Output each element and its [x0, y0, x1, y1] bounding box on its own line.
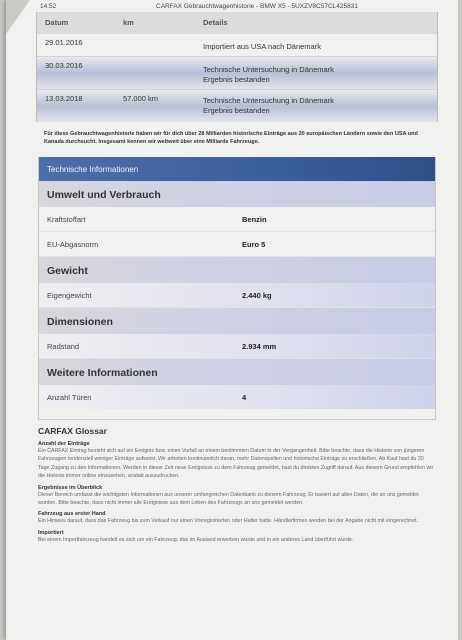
info-value: 2.440 kg: [242, 291, 272, 300]
glossary-text: Dieser Bereich umfasst die wichtigsten Informationen aus unserer umfangreichen Datenbank zu diesem Fahrzeug. Er basiert auf allen Daten, die an uns gemeldet wurden. Bitte beachte, dass nicht immer alle Ereignisse aus dem Leben des Fahrzeugs an uns gemeldet werden.: [38, 491, 419, 507]
history-date: 13.03.2018: [45, 94, 83, 103]
history-row: [37, 57, 437, 90]
glossary-text: Ein Hinweis darauf, dass das Fahrzeug bis zum Verkauf nur einen Vorregistrierten oder Halter hatte. Händlerfirmen werden bei der Angabe nicht mit eingerechnet.: [38, 518, 419, 525]
technical-info-title: Technische Informationen: [47, 165, 139, 174]
column-header-details: Details: [203, 18, 228, 27]
info-row: [39, 207, 435, 232]
page-fold-corner: [6, 0, 30, 34]
section-title: Umwelt und Verbrauch: [47, 189, 161, 201]
info-value: 4: [242, 393, 247, 402]
glossary-text: Ein CARFAX Eintrag bezieht sich auf ein Ereignis bzw. einen Vorfall an einem bestimmten Datum in der Vergangenheit. Bitte beachte, dass die Historie von jüngeren Fahrzeugen tendenziell weniger Einträge aufweist. Wir arbeiten kontinuierlich daran, mehr Datenquellen und historische Einträge zu erschließen. Ab Kauf hast du 20 Tage Zugang zu den Informationen. Werden in dieser Zeit neue Ereignisse zu dem Fahrzeug gemeldet, hast du direkten Zugriff darauf. Aus diesem Grund empfehlen wir die Historie immer online einzusehen, anstatt auszudrucken.: [38, 448, 434, 480]
info-label: Radstand: [47, 342, 80, 351]
info-label: Anzahl Türen: [47, 393, 92, 402]
info-value: Euro 5: [242, 240, 266, 249]
glossary-heading: Anzahl der Einträge: [38, 441, 90, 447]
history-row: [37, 34, 437, 57]
technical-info-bar: [39, 157, 435, 181]
glossary-heading: Ergebnisse im Überblick: [38, 484, 103, 491]
section-title: Gewicht: [47, 265, 88, 277]
info-row: [39, 334, 435, 359]
info-row: [39, 283, 435, 308]
section-heading: [39, 257, 435, 283]
history-table: [36, 12, 438, 122]
history-note: Für diese Gebrauchtwagenhistorie haben wir für dich über 28 Milliarden historische Einträge aus 20 europäischen Ländern sowie den USA und Kanada durchsucht. Insgesamt kennen wir weltweit über eine Milliarde Fahrzeuge.: [44, 131, 418, 145]
info-label: EU-Abgasnorm: [47, 240, 99, 249]
column-header-km: km: [123, 18, 134, 27]
history-header-row: [37, 12, 437, 34]
glossary: [38, 426, 434, 544]
info-row: [39, 385, 435, 409]
history-km: 57.000 km: [123, 94, 159, 103]
glossary-heading: Fahrzeug aus erster Hand: [38, 511, 106, 518]
info-label: Eigengewicht: [47, 291, 92, 300]
document-page: [6, 0, 458, 640]
history-detail: Technische Untersuchung in Dänemark: [203, 65, 334, 74]
info-row: [39, 232, 435, 257]
history-row: [37, 90, 437, 122]
column-header-date: Datum: [45, 18, 69, 27]
glossary-title: CARFAX Glossar: [38, 426, 107, 436]
info-value: Benzin: [242, 215, 267, 224]
history-date: 30.03.2016: [45, 61, 83, 70]
section-heading: [39, 359, 435, 385]
section-heading: [39, 181, 435, 207]
info-label: Kraftstoffart: [47, 215, 86, 224]
print-title: CARFAX Gebrauchtwagenhistorie - BMW X5 - 5UXZV8C57CL425831: [156, 3, 358, 10]
glossary-text: Bei einem Importfahrzeug handelt es sich um ein Fahrzeug, das im Ausland erworben wurde und in ein anderes Land überführt wurde.: [38, 536, 354, 543]
print-time: 14:52: [40, 3, 57, 10]
technical-info-panel: [38, 157, 436, 420]
section-title: Weitere Informationen: [47, 367, 158, 379]
glossary-heading: Importiert: [38, 529, 64, 536]
info-value: 2.934 mm: [242, 342, 277, 351]
history-detail: Importiert aus USA nach Dänemark: [203, 42, 321, 51]
section-heading: [39, 308, 435, 334]
history-date: 29.01.2016: [45, 38, 83, 47]
history-detail: Technische Untersuchung in Dänemark: [203, 96, 334, 105]
history-detail: Ergebnis bestanden: [203, 75, 270, 84]
history-detail: Ergebnis bestanden: [203, 106, 270, 115]
section-title: Dimensionen: [47, 316, 113, 328]
